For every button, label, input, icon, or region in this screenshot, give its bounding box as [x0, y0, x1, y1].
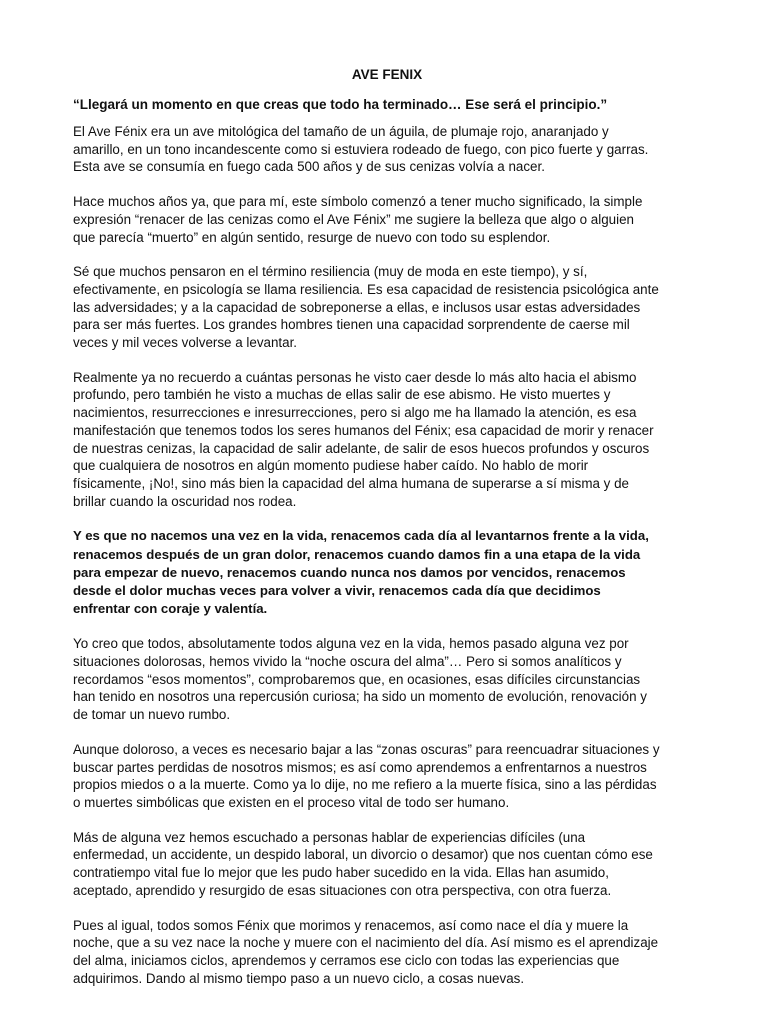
- paragraph-line: Y es que no nacemos una vez en la vida, renacemos cada día al levantarnos frente a la vida,: [73, 528, 649, 544]
- paragraph-3: [73, 263, 701, 352]
- paragraph-line: para empezar de nuevo, renacemos cuando nunca nos damos por vencidos, renacemos: [73, 564, 626, 580]
- paragraph-line: enfrentar con coraje y valentía.: [73, 601, 268, 617]
- paragraph-line: efectivamente, en psicología se llama resiliencia. Es esa capacidad de resistencia psicológica ante: [73, 281, 659, 297]
- paragraph-line: que cualquiera de nosotros en algún momento pudiese haber caído. No hablo de morir: [73, 458, 589, 474]
- paragraph-line: expresión “renacer de las cenizas como el Ave Fénix” me sugiere la belleza que algo o alguien: [73, 211, 634, 227]
- paragraph-line: físicamente, ¡No!, sino más bien la capacidad del alma humana de superarse a sí misma y de: [73, 475, 629, 491]
- paragraph-line: Sé que muchos pensaron en el término resiliencia (muy de moda en este tiempo), y sí,: [73, 264, 588, 280]
- paragraph-line: Esta ave se consumía en fuego cada 500 años y de sus cenizas volvía a nacer.: [73, 159, 545, 175]
- paragraph-line: de tomar un nuevo rumbo.: [73, 707, 231, 723]
- paragraph-line: Pues al igual, todos somos Fénix que morimos y renacemos, así como nace el día y muere la: [73, 917, 629, 933]
- paragraph-line: noche, que a su vez nace la noche y muere con el nacimiento del día. Así mismo es el aprendizaje: [73, 935, 659, 951]
- paragraph-line: desde el dolor muchas veces para volver a vivir, renacemos cada día que decidimos: [73, 582, 601, 598]
- paragraph-9: [73, 917, 701, 988]
- document-quote: “Llegará un momento en que creas que todo ha terminado… Ese será el principio.”: [73, 97, 608, 112]
- paragraph-4: [73, 369, 701, 511]
- paragraph-line: Aunque doloroso, a veces es necesario bajar a las “zonas oscuras” para reencuadrar situaciones y: [73, 741, 660, 757]
- paragraph-line: buscar partes perdidas de nosotros mismos; es así como aprendemos a enfrentarnos a nuestros: [73, 759, 647, 775]
- paragraph-line: brillar cuando la oscuridad nos rodea.: [73, 493, 297, 509]
- paragraph-8: [73, 829, 701, 900]
- paragraph-line: de nuestras cenizas, la capacidad de salir adelante, de salir de esos huecos profundos y oscuros: [73, 440, 650, 456]
- paragraph-2: [73, 193, 701, 246]
- paragraph-line: Yo creo que todos, absolutamente todos alguna vez en la vida, hemos pasado alguna vez por: [73, 636, 629, 652]
- paragraph-6: [73, 635, 701, 724]
- paragraph-5-bold: [73, 527, 701, 618]
- paragraph-line: para ser más fuertes. Los grandes hombres tienen una capacidad sorprendente de caerse mil: [73, 317, 630, 333]
- paragraph-line: que parecía “muerto” en algún sentido, resurge de nuevo con todo su esplendor.: [73, 229, 551, 245]
- paragraph-line: recordamos “esos momentos”, comprobaremos que, en ocasiones, esas difíciles circunstancias: [73, 671, 641, 687]
- paragraph-1: [73, 123, 701, 176]
- paragraph-line: manifestación que tenemos todos los seres humanos del Fénix; esa capacidad de morir y renacer: [73, 422, 654, 438]
- paragraph-line: veces y mil veces volverse a levantar.: [73, 335, 298, 351]
- paragraph-line: El Ave Fénix era un ave mitológica del tamaño de un águila, de plumaje rojo, anaranjado y: [73, 124, 609, 139]
- paragraph-line: las adversidades; y a la capacidad de sobreponerse a ellas, e inclusos usar estas adversidades: [73, 299, 641, 315]
- paragraph-line: situaciones dolorosas, hemos vivido la “noche oscura del alma”… Pero si somos analíticos y: [73, 654, 622, 670]
- paragraph-line: Más de alguna vez hemos escuchado a personas hablar de experiencias difíciles (una: [73, 829, 586, 845]
- paragraph-line: amarillo, en un tono incandescente como si estuviera rodeado de fuego, con pico fuerte y garras.: [73, 141, 649, 157]
- document-title: AVE FENIX: [351, 67, 423, 82]
- paragraph-line: o muertes simbólicas que existen en el proceso vital de todo ser humano.: [73, 795, 510, 810]
- paragraph-line: han tenido en nosotros una repercusión curiosa; ha sido un momento de evolución, renovación y: [73, 689, 647, 705]
- paragraph-line: Hace muchos años ya, que para mí, este símbolo comenzó a tener mucho significado, la simple: [73, 194, 643, 210]
- paragraph-line: renacemos después de un gran dolor, renacemos cuando damos fin a una etapa de la vida: [73, 546, 641, 562]
- paragraph-line: profundo, pero también he visto a muchas de ellas salir de ese abismo. He visto muertes y: [73, 387, 611, 403]
- paragraph-line: Realmente ya no recuerdo a cuántas personas he visto caer desde lo más alto hacia el abismo: [73, 369, 637, 385]
- paragraph-line: adquirimos. Dando al mismo tiempo paso a un nuevo ciclo, a cosas nuevas.: [73, 970, 525, 986]
- paragraph-line: nacimientos, resurrecciones e inresurrecciones, pero si algo me ha llamado la atención, es esa: [73, 405, 637, 421]
- paragraph-line: del alma, iniciamos ciclos, aprendemos y cerramos ese ciclo con todas las experiencias que: [73, 952, 620, 968]
- paragraph-7: [73, 741, 701, 812]
- paragraph-line: contratiempo vital fue lo mejor que les pudo haber sucedido en la vida. Ellas han asumido,: [73, 865, 609, 881]
- paragraph-line: enfermedad, un accidente, un despido laboral, un divorcio o desamor) que nos cuentan cómo ese: [73, 847, 653, 863]
- paragraph-line: aceptado, aprendido y resurgido de esas situaciones con otra perspectiva, con otra fuerza.: [73, 882, 612, 898]
- document-page: [73, 66, 701, 1004]
- paragraph-line: propios miedos o a la muerte. Como ya lo dije, no me refiero a la muerte física, sino a las pérdidas: [73, 777, 657, 793]
